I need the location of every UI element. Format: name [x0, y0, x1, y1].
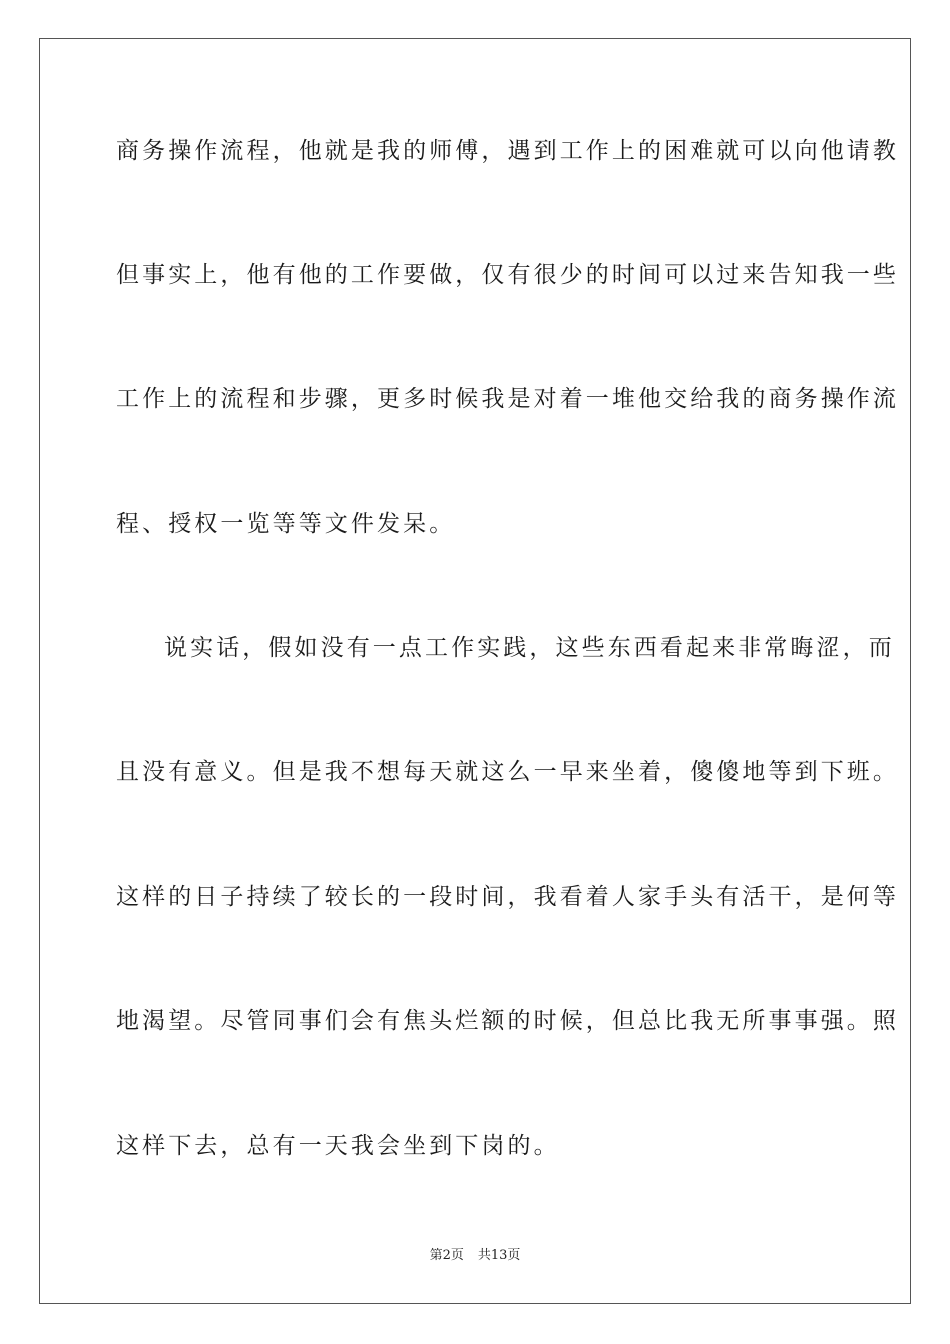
text-line-7: 这样的日子持续了较长的一段时间，我看着人家手头有活干，是何等	[116, 884, 899, 910]
text-line-2: 但事实上，他有他的工作要做，仅有很少的时间可以过来告知我一些	[116, 262, 899, 288]
text-line-6: 且没有意义。但是我不想每天就这么一早来坐着，傻傻地等到下班。	[116, 759, 899, 785]
text-line-4: 程、授权一览等等文件发呆。	[116, 511, 456, 537]
page-footer	[0, 1247, 950, 1265]
text-line-9: 这样下去，总有一天我会坐到下岗的。	[116, 1133, 560, 1159]
text-line-1: 商务操作流程，他就是我的师傅，遇到工作上的困难就可以向他请教	[116, 138, 899, 164]
text-line-3: 工作上的流程和步骤，更多时候我是对着一堆他交给我的商务操作流	[116, 386, 899, 412]
page-border	[39, 38, 911, 1304]
text-line-8: 地渴望。尽管同事们会有焦头烂额的时候，但总比我无所事事强。照	[116, 1008, 899, 1034]
text-line-5: 说实话，假如没有一点工作实践，这些东西看起来非常晦涩，而	[164, 635, 895, 661]
page-number: 第2页	[429, 1248, 464, 1263]
page-total: 共13页	[477, 1248, 521, 1263]
